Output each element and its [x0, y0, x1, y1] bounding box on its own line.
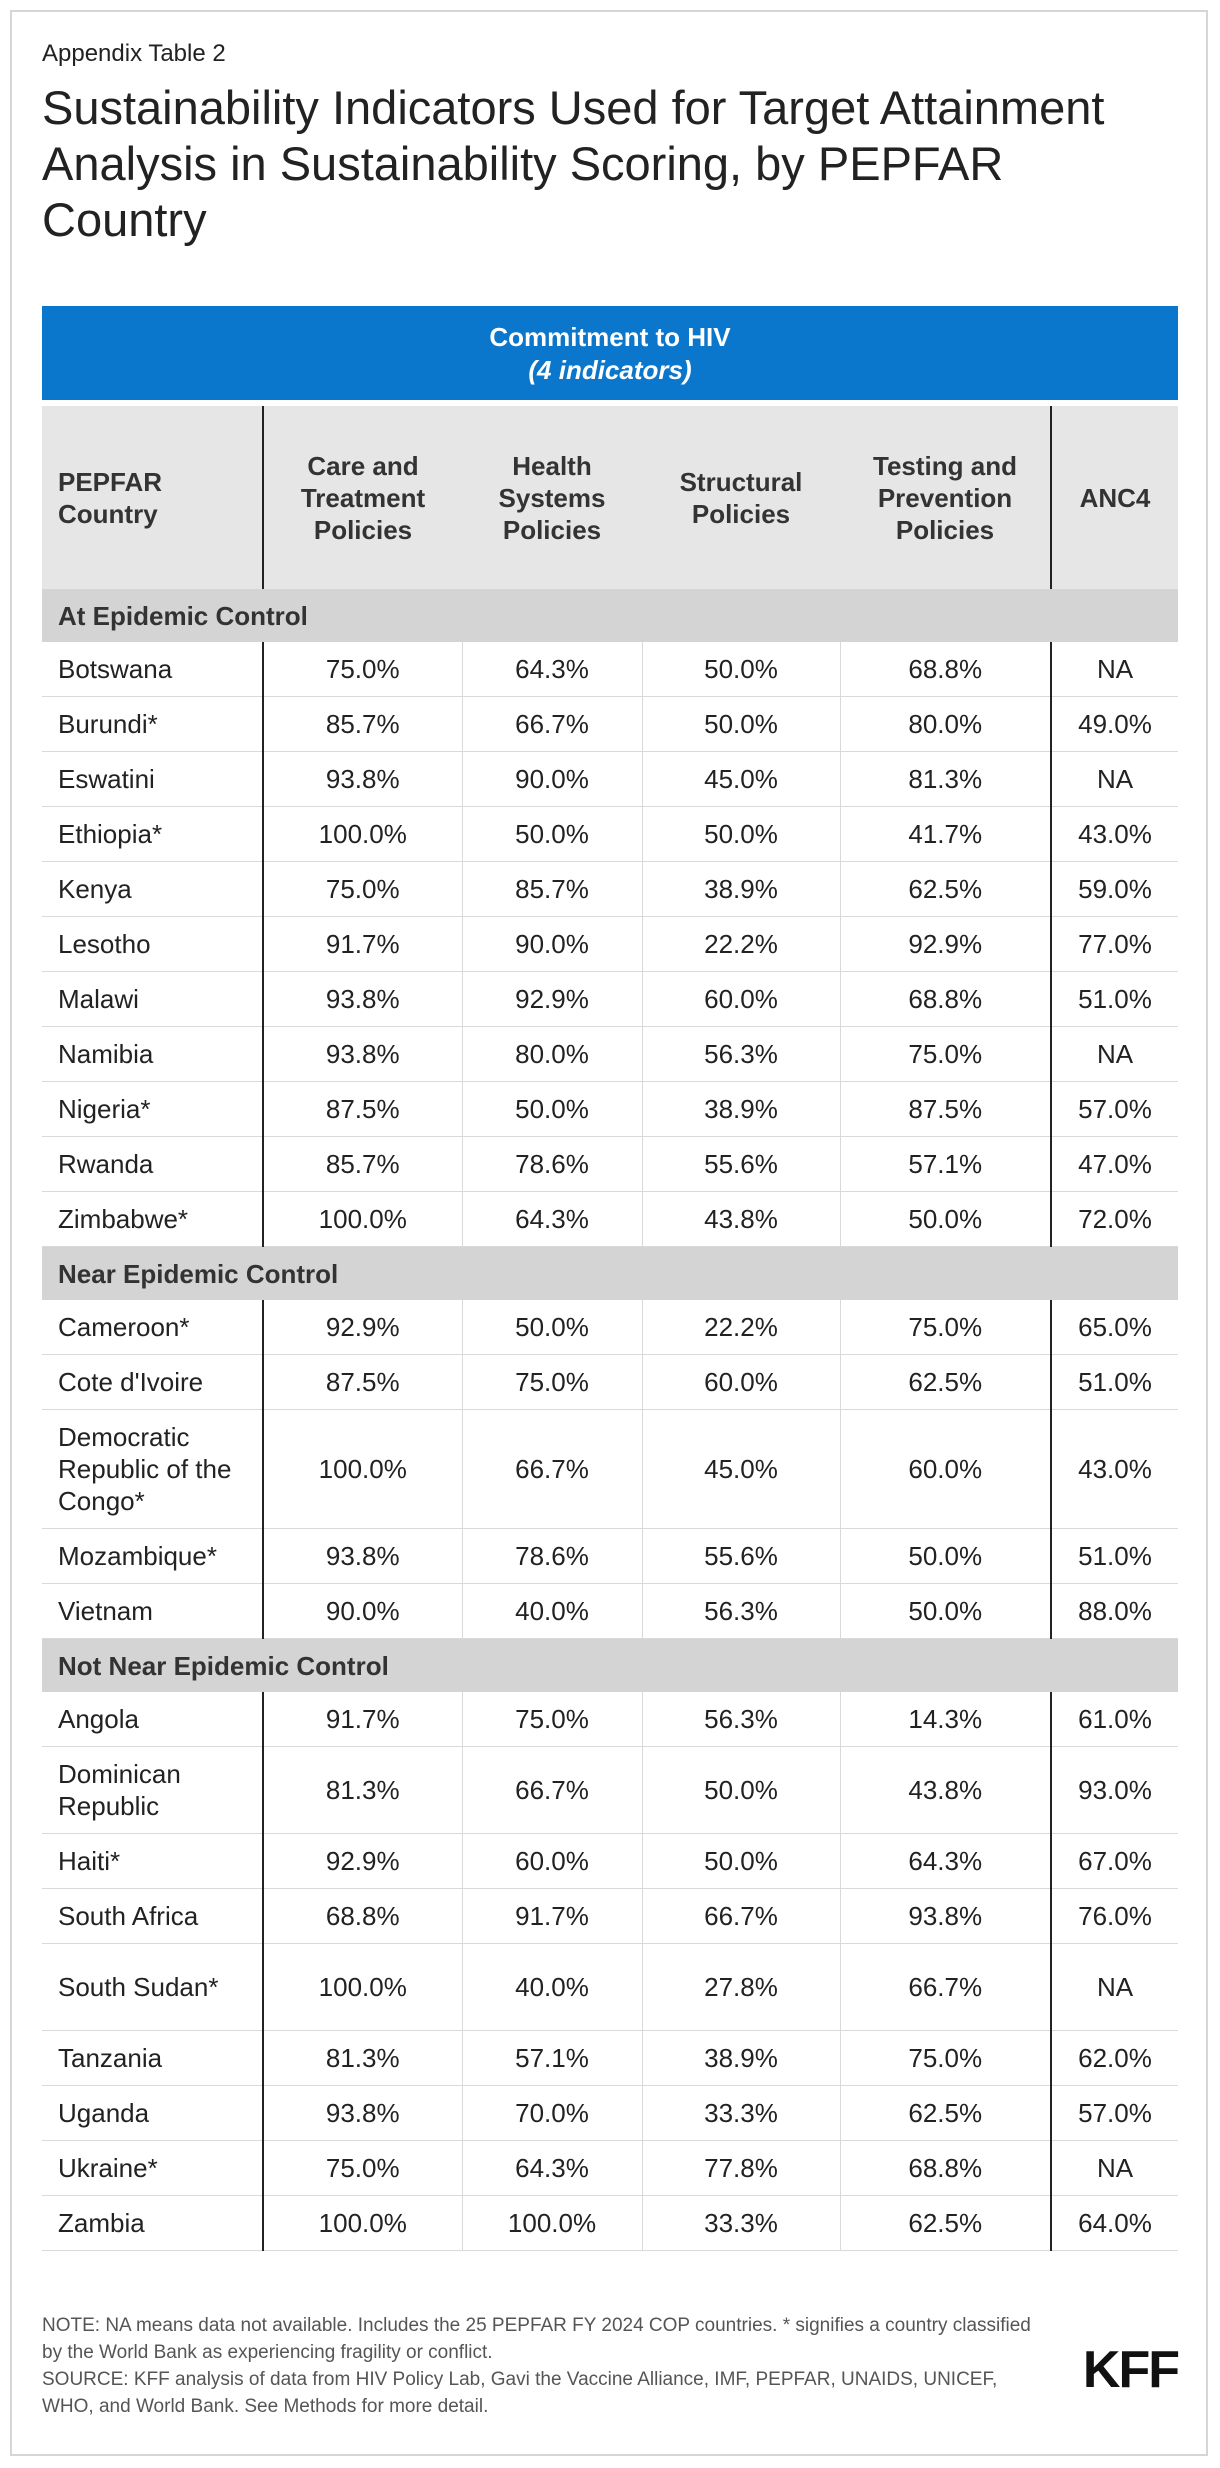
cell-health-systems: 92.9% [462, 972, 642, 1027]
cell-country: Dominican Republic [42, 1747, 263, 1834]
cell-care-treatment: 93.8% [263, 752, 462, 807]
table-row [42, 2196, 1178, 2251]
cell-testing-prevention: 62.5% [840, 2086, 1051, 2141]
cell-health-systems: 70.0% [462, 2086, 642, 2141]
cell-care-treatment: 100.0% [263, 807, 462, 862]
cell-care-treatment: 81.3% [263, 2031, 462, 2086]
cell-testing-prevention: 68.8% [840, 2141, 1051, 2196]
table-row [42, 1944, 1178, 2031]
cell-structural: 56.3% [642, 1584, 840, 1639]
cell-anc4: NA [1051, 642, 1178, 697]
cell-care-treatment: 85.7% [263, 697, 462, 752]
cell-health-systems: 60.0% [462, 1834, 642, 1889]
cell-anc4: 72.0% [1051, 1192, 1178, 1247]
cell-care-treatment: 93.8% [263, 2086, 462, 2141]
cell-country: Ukraine* [42, 2141, 263, 2196]
cell-country: Kenya [42, 862, 263, 917]
cell-testing-prevention: 68.8% [840, 972, 1051, 1027]
cell-structural: 43.8% [642, 1192, 840, 1247]
cell-anc4: 64.0% [1051, 2196, 1178, 2251]
footnotes [42, 2312, 1052, 2420]
cell-health-systems: 91.7% [462, 1889, 642, 1944]
cell-country: Cameroon* [42, 1300, 263, 1355]
cell-anc4: 43.0% [1051, 807, 1178, 862]
cell-testing-prevention: 60.0% [840, 1410, 1051, 1529]
cell-testing-prevention: 64.3% [840, 1834, 1051, 1889]
table-row [42, 1355, 1178, 1410]
cell-care-treatment: 85.7% [263, 1137, 462, 1192]
cell-testing-prevention: 92.9% [840, 917, 1051, 972]
table-row [42, 1137, 1178, 1192]
cell-care-treatment: 75.0% [263, 2141, 462, 2196]
cell-health-systems: 64.3% [462, 642, 642, 697]
cell-structural: 22.2% [642, 1300, 840, 1355]
cell-health-systems: 75.0% [462, 1692, 642, 1747]
cell-care-treatment: 93.8% [263, 972, 462, 1027]
cell-anc4: 43.0% [1051, 1410, 1178, 1529]
cell-structural: 50.0% [642, 697, 840, 752]
cell-testing-prevention: 75.0% [840, 1027, 1051, 1082]
table-row [42, 917, 1178, 972]
cell-health-systems: 75.0% [462, 1355, 642, 1410]
cell-health-systems: 50.0% [462, 1300, 642, 1355]
cell-care-treatment: 90.0% [263, 1584, 462, 1639]
section-label: Near Epidemic Control [42, 1247, 1178, 1301]
cell-anc4: 62.0% [1051, 2031, 1178, 2086]
table-row [42, 807, 1178, 862]
cell-health-systems: 57.1% [462, 2031, 642, 2086]
cell-country: Democratic Republic of the Congo* [42, 1410, 263, 1529]
col-header-care-treatment: Care and Treatment Policies [263, 403, 462, 589]
table-row [42, 1747, 1178, 1834]
cell-structural: 56.3% [642, 1027, 840, 1082]
cell-country: Eswatini [42, 752, 263, 807]
cell-structural: 56.3% [642, 1692, 840, 1747]
cell-testing-prevention: 50.0% [840, 1192, 1051, 1247]
note-text: NOTE: NA means data not available. Includes the 25 PEPFAR FY 2024 COP countries. * signifies a country classified by the World Bank as experiencing fragility or conflict. [42, 2315, 1031, 2363]
section-header-row [42, 1639, 1178, 1693]
cell-health-systems: 64.3% [462, 2141, 642, 2196]
cell-country: Rwanda [42, 1137, 263, 1192]
table-row [42, 1889, 1178, 1944]
table-row [42, 752, 1178, 807]
cell-anc4: 51.0% [1051, 972, 1178, 1027]
cell-health-systems: 100.0% [462, 2196, 642, 2251]
cell-testing-prevention: 57.1% [840, 1137, 1051, 1192]
cell-structural: 50.0% [642, 642, 840, 697]
cell-structural: 50.0% [642, 807, 840, 862]
cell-country: Angola [42, 1692, 263, 1747]
cell-anc4: 59.0% [1051, 862, 1178, 917]
table-row [42, 642, 1178, 697]
cell-anc4: 57.0% [1051, 2086, 1178, 2141]
cell-country: Haiti* [42, 1834, 263, 1889]
cell-country: Uganda [42, 2086, 263, 2141]
cell-anc4: 93.0% [1051, 1747, 1178, 1834]
cell-anc4: NA [1051, 1027, 1178, 1082]
section-label: Not Near Epidemic Control [42, 1639, 1178, 1693]
page-title: Sustainability Indicators Used for Target Attainment Analysis in Sustainability Scoring, by PEPFAR Country [42, 81, 1105, 246]
cell-structural: 27.8% [642, 1944, 840, 2031]
cell-care-treatment: 100.0% [263, 2196, 462, 2251]
table-row [42, 2141, 1178, 2196]
cell-structural: 55.6% [642, 1529, 840, 1584]
cell-testing-prevention: 43.8% [840, 1747, 1051, 1834]
cell-country: Zambia [42, 2196, 263, 2251]
cell-testing-prevention: 87.5% [840, 1082, 1051, 1137]
cell-health-systems: 66.7% [462, 1410, 642, 1529]
cell-care-treatment: 87.5% [263, 1355, 462, 1410]
cell-testing-prevention: 81.3% [840, 752, 1051, 807]
cell-anc4: 61.0% [1051, 1692, 1178, 1747]
cell-testing-prevention: 62.5% [840, 862, 1051, 917]
cell-health-systems: 50.0% [462, 1082, 642, 1137]
cell-care-treatment: 100.0% [263, 1410, 462, 1529]
cell-country: Zimbabwe* [42, 1192, 263, 1247]
cell-country: Vietnam [42, 1584, 263, 1639]
indicator-table [42, 400, 1178, 2251]
cell-testing-prevention: 68.8% [840, 642, 1051, 697]
cell-structural: 22.2% [642, 917, 840, 972]
cell-anc4: 51.0% [1051, 1529, 1178, 1584]
cell-care-treatment: 93.8% [263, 1027, 462, 1082]
cell-country: Mozambique* [42, 1529, 263, 1584]
cell-structural: 55.6% [642, 1137, 840, 1192]
cell-country: Ethiopia* [42, 807, 263, 862]
cell-testing-prevention: 66.7% [840, 1944, 1051, 2031]
table-row [42, 972, 1178, 1027]
cell-care-treatment: 75.0% [263, 642, 462, 697]
cell-anc4: NA [1051, 2141, 1178, 2196]
cell-health-systems: 40.0% [462, 1944, 642, 2031]
cell-testing-prevention: 50.0% [840, 1584, 1051, 1639]
cell-health-systems: 66.7% [462, 697, 642, 752]
cell-structural: 60.0% [642, 972, 840, 1027]
table-row [42, 697, 1178, 752]
table-row [42, 1584, 1178, 1639]
cell-country: Burundi* [42, 697, 263, 752]
cell-structural: 38.9% [642, 1082, 840, 1137]
cell-testing-prevention: 62.5% [840, 2196, 1051, 2251]
cell-health-systems: 90.0% [462, 917, 642, 972]
table-body [42, 589, 1178, 2251]
table-row [42, 1692, 1178, 1747]
cell-structural: 60.0% [642, 1355, 840, 1410]
group-header-label: Commitment to HIV [489, 322, 731, 352]
group-header-sub: (4 indicators) [528, 355, 692, 385]
kff-logo: KFF [1082, 2341, 1178, 2399]
cell-structural: 50.0% [642, 1834, 840, 1889]
table-header-row [42, 403, 1178, 589]
cell-care-treatment: 93.8% [263, 1529, 462, 1584]
table-row [42, 1834, 1178, 1889]
cell-care-treatment: 92.9% [263, 1300, 462, 1355]
cell-testing-prevention: 75.0% [840, 1300, 1051, 1355]
cell-structural: 45.0% [642, 752, 840, 807]
col-header-health-systems: Health Systems Policies [462, 403, 642, 589]
cell-country: South Sudan* [42, 1944, 263, 2031]
table-row [42, 1300, 1178, 1355]
column-group-header [42, 306, 1178, 400]
cell-country: Nigeria* [42, 1082, 263, 1137]
cell-health-systems: 40.0% [462, 1584, 642, 1639]
col-header-anc4: ANC4 [1051, 403, 1178, 589]
cell-anc4: 51.0% [1051, 1355, 1178, 1410]
cell-country: Namibia [42, 1027, 263, 1082]
cell-health-systems: 78.6% [462, 1137, 642, 1192]
cell-country: Lesotho [42, 917, 263, 972]
cell-anc4: 88.0% [1051, 1584, 1178, 1639]
section-label: At Epidemic Control [42, 589, 1178, 642]
col-header-structural: Structural Policies [642, 403, 840, 589]
cell-country: Malawi [42, 972, 263, 1027]
col-header-testing-prevention: Testing and Prevention Policies [840, 403, 1051, 589]
col-header-country: PEPFAR Country [42, 403, 263, 589]
cell-testing-prevention: 93.8% [840, 1889, 1051, 1944]
table-row [42, 2031, 1178, 2086]
table-row [42, 1192, 1178, 1247]
cell-care-treatment: 100.0% [263, 1192, 462, 1247]
cell-care-treatment: 75.0% [263, 862, 462, 917]
cell-care-treatment: 87.5% [263, 1082, 462, 1137]
cell-anc4: NA [1051, 752, 1178, 807]
table-row [42, 2086, 1178, 2141]
eyebrow-label: Appendix Table 2 [42, 40, 226, 67]
cell-health-systems: 90.0% [462, 752, 642, 807]
cell-care-treatment: 91.7% [263, 1692, 462, 1747]
section-header-row [42, 589, 1178, 642]
cell-testing-prevention: 50.0% [840, 1529, 1051, 1584]
cell-structural: 50.0% [642, 1747, 840, 1834]
cell-country: Tanzania [42, 2031, 263, 2086]
cell-anc4: 65.0% [1051, 1300, 1178, 1355]
cell-testing-prevention: 80.0% [840, 697, 1051, 752]
cell-country: South Africa [42, 1889, 263, 1944]
cell-anc4: NA [1051, 1944, 1178, 2031]
cell-anc4: 67.0% [1051, 1834, 1178, 1889]
table-row [42, 1410, 1178, 1529]
cell-country: Cote d'Ivoire [42, 1355, 263, 1410]
cell-care-treatment: 92.9% [263, 1834, 462, 1889]
cell-testing-prevention: 75.0% [840, 2031, 1051, 2086]
cell-testing-prevention: 14.3% [840, 1692, 1051, 1747]
cell-health-systems: 50.0% [462, 807, 642, 862]
cell-health-systems: 78.6% [462, 1529, 642, 1584]
cell-health-systems: 80.0% [462, 1027, 642, 1082]
table-row [42, 1529, 1178, 1584]
cell-structural: 33.3% [642, 2196, 840, 2251]
cell-country: Botswana [42, 642, 263, 697]
section-header-row [42, 1247, 1178, 1301]
cell-health-systems: 66.7% [462, 1747, 642, 1834]
cell-structural: 45.0% [642, 1410, 840, 1529]
cell-care-treatment: 91.7% [263, 917, 462, 972]
cell-anc4: 47.0% [1051, 1137, 1178, 1192]
table-row [42, 1027, 1178, 1082]
cell-structural: 38.9% [642, 862, 840, 917]
cell-anc4: 77.0% [1051, 917, 1178, 972]
source-text: SOURCE: KFF analysis of data from HIV Policy Lab, Gavi the Vaccine Alliance, IMF, PEPFAR, UNAIDS, UNICEF, WHO, and World Bank. See Methods for more detail. [42, 2369, 998, 2417]
cell-structural: 33.3% [642, 2086, 840, 2141]
cell-care-treatment: 100.0% [263, 1944, 462, 2031]
cell-structural: 38.9% [642, 2031, 840, 2086]
cell-care-treatment: 68.8% [263, 1889, 462, 1944]
cell-testing-prevention: 62.5% [840, 1355, 1051, 1410]
cell-structural: 66.7% [642, 1889, 840, 1944]
cell-anc4: 57.0% [1051, 1082, 1178, 1137]
cell-health-systems: 64.3% [462, 1192, 642, 1247]
table-row [42, 1082, 1178, 1137]
cell-testing-prevention: 41.7% [840, 807, 1051, 862]
cell-anc4: 49.0% [1051, 697, 1178, 752]
cell-health-systems: 85.7% [462, 862, 642, 917]
table-row [42, 862, 1178, 917]
cell-anc4: 76.0% [1051, 1889, 1178, 1944]
cell-care-treatment: 81.3% [263, 1747, 462, 1834]
cell-structural: 77.8% [642, 2141, 840, 2196]
